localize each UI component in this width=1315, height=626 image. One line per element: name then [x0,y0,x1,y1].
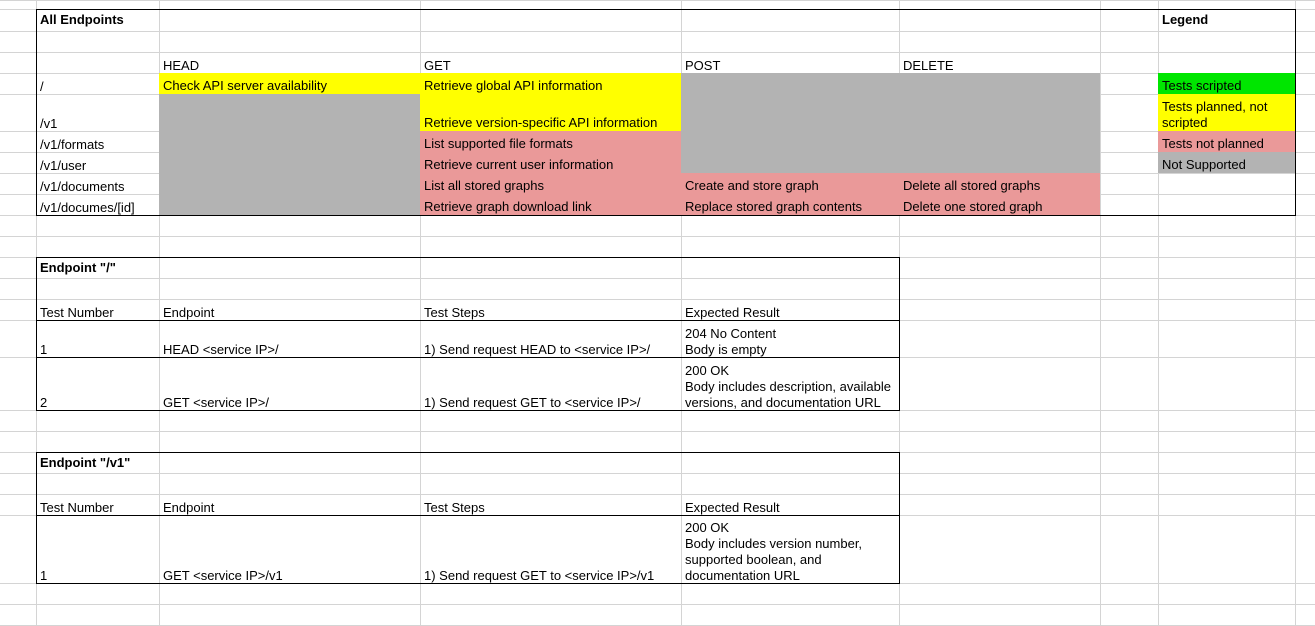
matrix-method-cell[interactable] [899,131,1101,153]
matrix-endpoint-cell[interactable]: /v1/user [40,158,87,173]
test-table-title[interactable]: Endpoint "/" [40,260,116,275]
matrix-method-cell[interactable] [681,152,900,174]
test-table-cell[interactable]: GET <service IP>/ [163,395,269,410]
test-table-header[interactable]: Expected Result [685,305,780,320]
matrix-method-cell[interactable]: Create and store graph [681,173,900,195]
matrix-method-cell[interactable]: Replace stored graph contents [681,194,900,216]
matrix-method-cell[interactable] [159,173,421,195]
legend-item[interactable]: Not Supported [1158,152,1296,174]
test-table-cell[interactable]: 204 No Content Body is empty [685,326,777,357]
test-table-cell[interactable]: 200 OK Body includes version number, supported boolean, and documentation URL [685,520,863,583]
matrix-method-cell[interactable] [159,94,421,132]
matrix-title[interactable]: All Endpoints [40,12,124,27]
matrix-method-cell[interactable]: Retrieve graph download link [420,194,682,216]
test-table-header[interactable]: Endpoint [163,500,215,515]
test-table-cell[interactable]: 1) Send request GET to <service IP>/v1 [424,568,655,583]
matrix-method-cell[interactable] [681,131,900,153]
test-table-cell[interactable]: HEAD <service IP>/ [163,342,279,357]
matrix-method-cell[interactable]: List all stored graphs [420,173,682,195]
matrix-method-cell[interactable]: Delete one stored graph [899,194,1101,216]
matrix-endpoint-cell[interactable]: /v1/documes/[id] [40,200,135,215]
matrix-header-head[interactable]: HEAD [163,58,200,73]
test-table-header[interactable]: Test Number [40,305,114,320]
test-table-cell[interactable]: 1 [40,568,48,583]
test-table-header[interactable]: Test Number [40,500,114,515]
legend-item[interactable]: Tests planned, not scripted [1158,94,1296,132]
test-table-cell[interactable]: 200 OK Body includes description, available versions, and documentation URL [685,363,891,410]
matrix-endpoint-cell[interactable]: /v1/documents [40,179,125,194]
matrix-method-cell[interactable] [899,73,1101,95]
test-table-row-divider [36,320,899,321]
test-table-cell[interactable]: 1) Send request GET to <service IP>/ [424,395,641,410]
matrix-method-cell[interactable] [899,152,1101,174]
legend-item[interactable]: Tests not planned [1158,131,1296,153]
test-table-cell[interactable]: 1 [40,342,48,357]
matrix-endpoint-cell[interactable]: /v1/formats [40,137,105,152]
test-table-title[interactable]: Endpoint "/v1" [40,455,131,470]
test-table-header[interactable]: Endpoint [163,305,215,320]
matrix-method-cell[interactable]: Retrieve global API information [420,73,682,95]
matrix-method-cell[interactable] [159,131,421,153]
matrix-header-post[interactable]: POST [685,58,721,73]
test-table-cell[interactable]: 2 [40,395,48,410]
matrix-header-delete[interactable]: DELETE [903,58,954,73]
matrix-endpoint-cell[interactable]: /v1 [40,116,58,131]
matrix-method-cell[interactable]: Retrieve version-specific API information [420,94,682,132]
matrix-method-cell[interactable]: Check API server availability [159,73,421,95]
matrix-header-get[interactable]: GET [424,58,451,73]
test-table-cell[interactable]: 1) Send request HEAD to <service IP>/ [424,342,651,357]
test-table-header[interactable]: Test Steps [424,305,485,320]
matrix-method-cell[interactable] [899,94,1101,132]
matrix-method-cell[interactable] [681,73,900,95]
matrix-method-cell[interactable]: Retrieve current user information [420,152,682,174]
matrix-endpoint-cell[interactable]: / [40,79,44,94]
legend-item[interactable]: Tests scripted [1158,73,1296,95]
matrix-method-cell[interactable] [159,194,421,216]
test-table-row-divider [36,357,899,358]
test-table-cell[interactable]: GET <service IP>/v1 [163,568,283,583]
matrix-method-cell[interactable] [159,152,421,174]
test-table-header[interactable]: Expected Result [685,500,780,515]
matrix-method-cell[interactable]: Delete all stored graphs [899,173,1101,195]
matrix-method-cell[interactable] [681,94,900,132]
test-table-row-divider [36,515,899,516]
legend-title[interactable]: Legend [1162,12,1209,27]
matrix-method-cell[interactable]: List supported file formats [420,131,682,153]
test-table-header[interactable]: Test Steps [424,500,485,515]
